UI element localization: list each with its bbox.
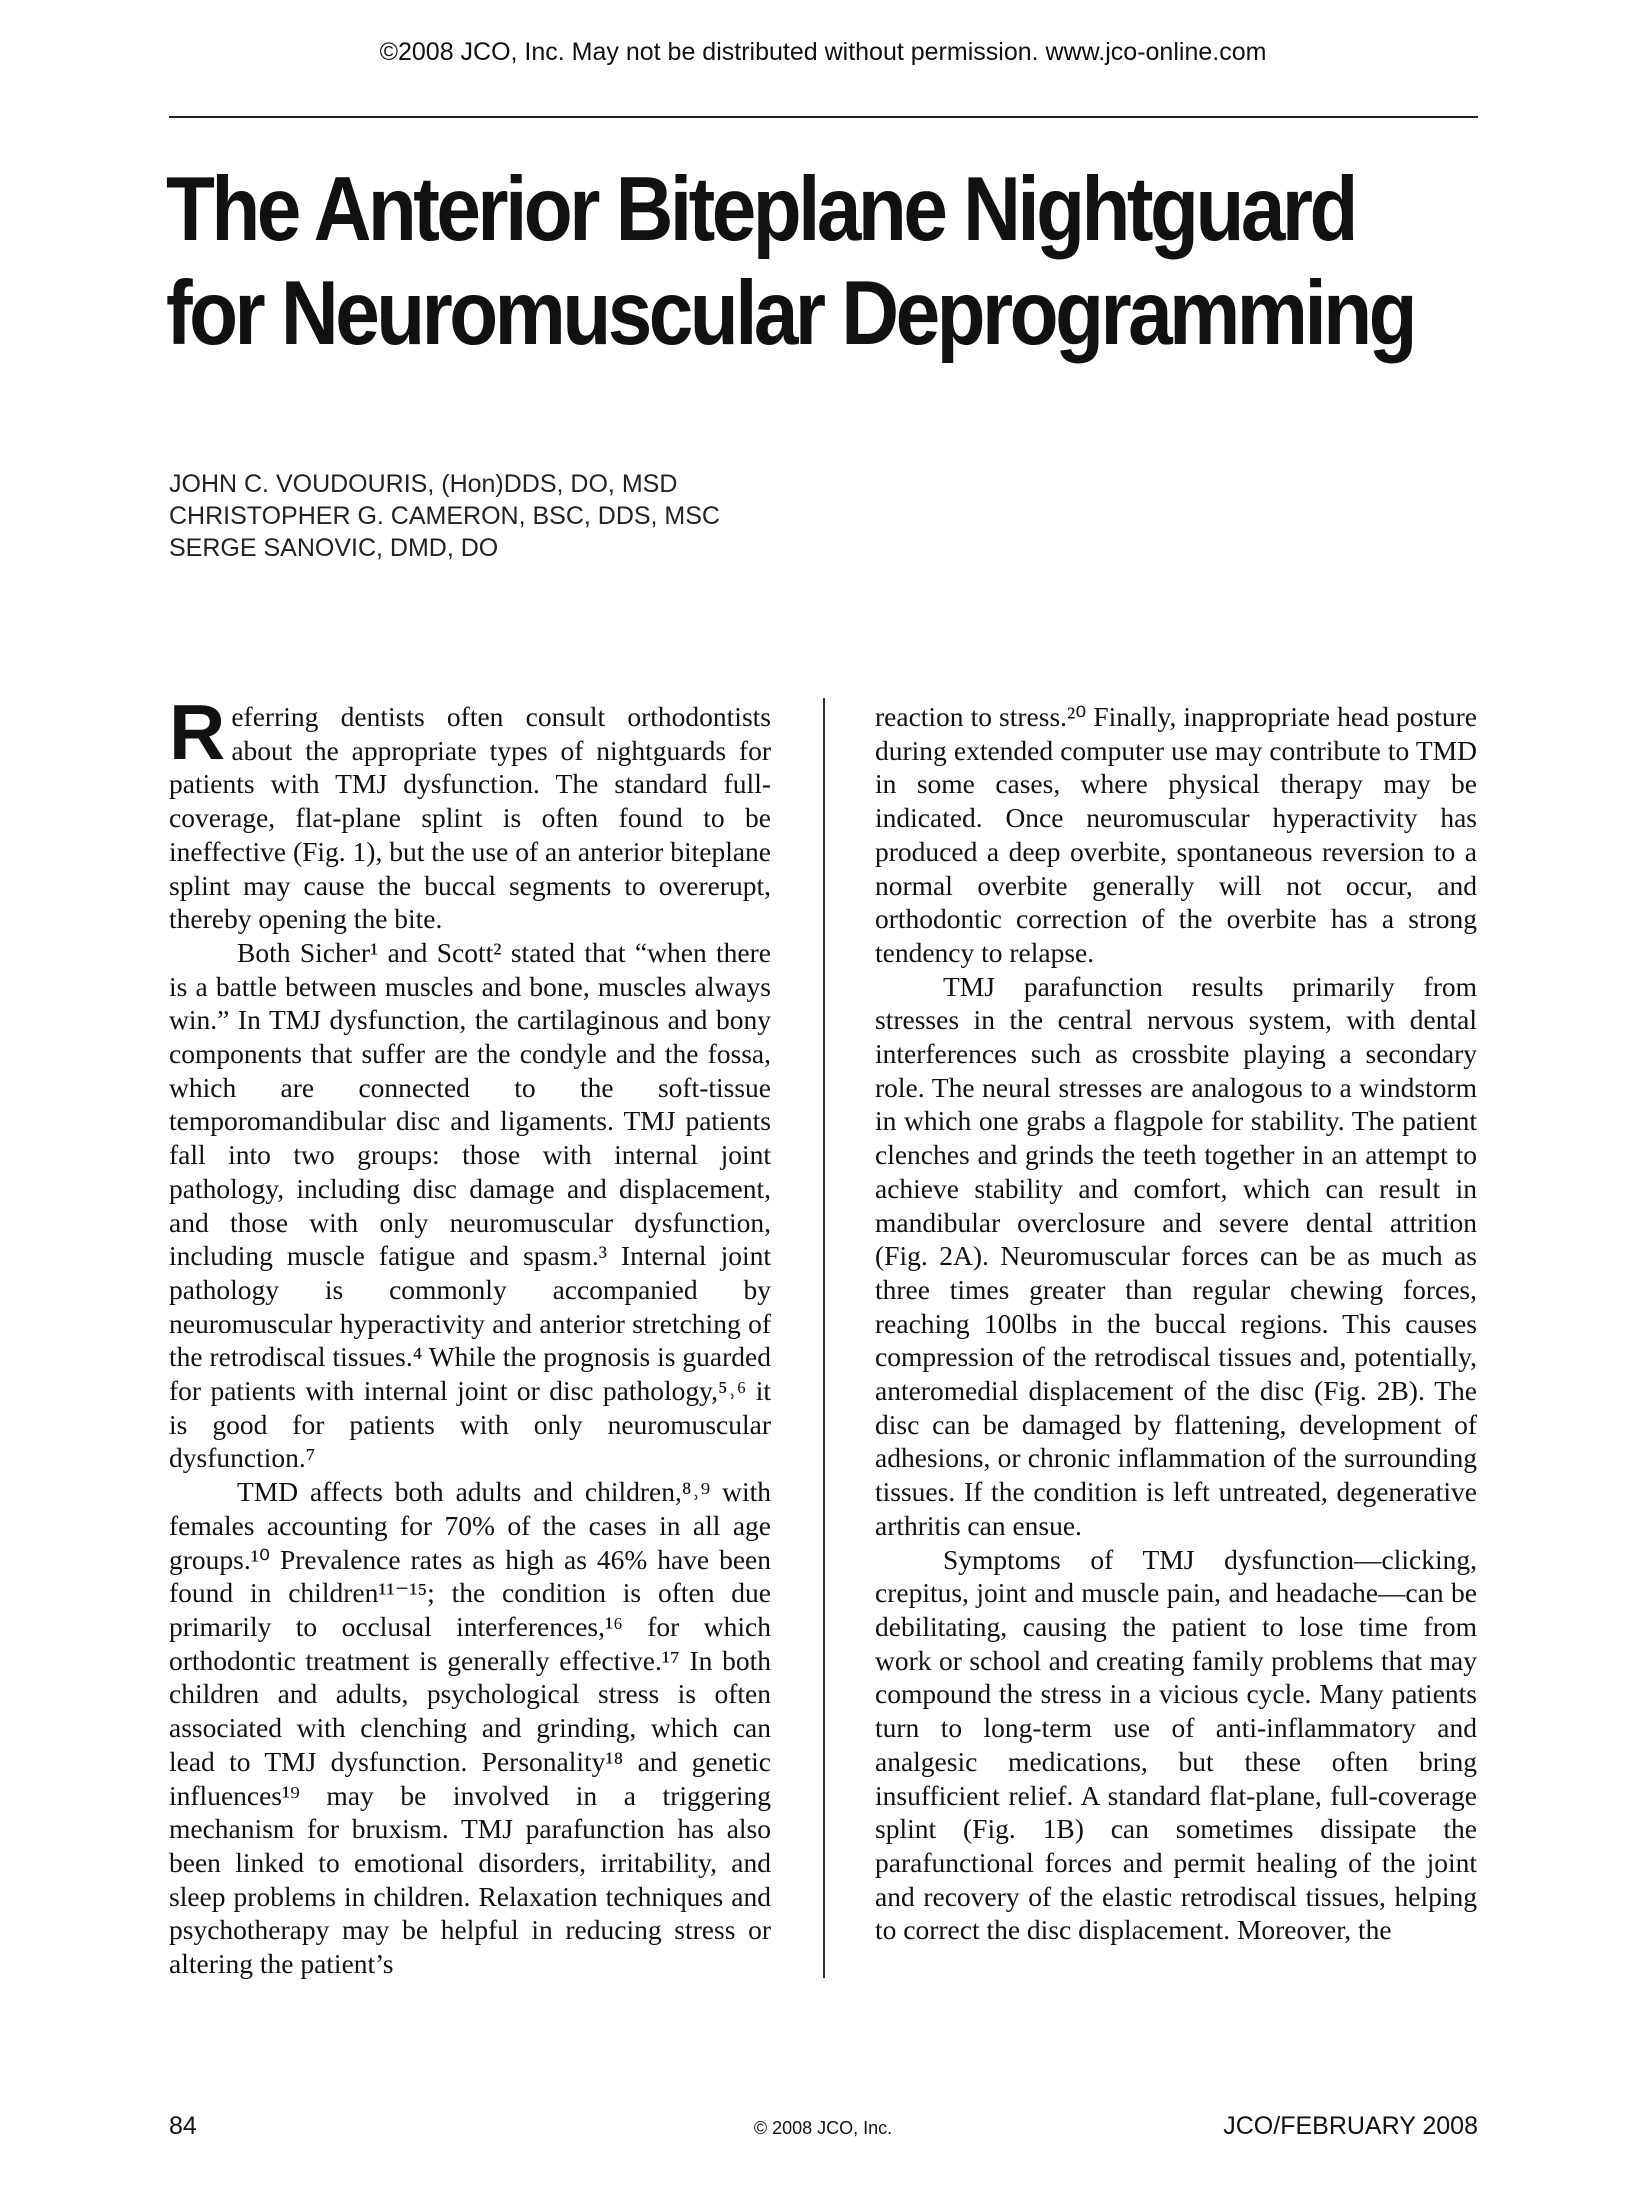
footer-copyright: © 2008 JCO, Inc. [753,2118,893,2138]
paragraph-1 [169,688,771,936]
page-number: 84 [169,2112,197,2140]
article-title-line-1: The Anterior Biteplane Nightguard [166,159,1355,260]
author-1: JOHN C. VOUDOURIS, (Hon)DDS, DO, MSD [169,470,678,498]
paragraph-1-text: eferring dentists often consult orthodontists about the appropriate types of nightguards for patients with TMJ dysfunction. The standard full-coverage, flat-plane splint is often found to be ineffective (Fig. 1), but the use of an anterior biteplane splint may cause the buccal segments to overerupt, thereby opening the bite. [169,701,771,935]
header-rule [169,116,1478,118]
paragraph-5: TMJ parafunction results primarily from stresses in the central nervous system, with dental interferences such as crossbite playing a secondary role. The neural stresses are analogous to a windstorm in which one grabs a flagpole for stability. The patient clenches and grinds the teeth together in an attempt to achieve stability and comfort, which can result in mandibular overclosure and severe dental attrition (Fig. 2A). Neuromuscular forces can be as much as three times greater than regular chewing forces, reaching 100lbs in the buccal regions. This causes compression of the retrodiscal tissues and, potentially, anteromedial displacement of the disc (Fig. 2B). The disc can be damaged by flattening, development of adhesions, or chronic inflammation of the surrounding tissues. If the condition is left untreated, degenerative arthritis can ensue. [875,970,1477,1541]
paragraph-2: Both Sicher¹ and Scott² stated that “when there is a battle between muscles and bone, muscles always win.” In TMJ dysfunction, the cartilaginous and bony components that suffer are the condyle and the fossa, which are connected to the soft-tissue temporomandibular disc and ligaments. TMJ patients fall into two groups: those with internal joint pathology, including disc damage and displacement, and those with only neuromuscular dysfunction, including muscle fatigue and spasm.³ Internal joint pathology is commonly accompanied by neuromuscular hyperactivity and anterior stretching of the retrodiscal tissues.⁴ While the prognosis is guarded for patients with internal joint or disc pathology,⁵˒⁶ it is good for patients with only neuromuscular dysfunction.⁷ [169,936,771,1474]
paragraph-3: TMD affects both adults and children,⁸˒⁹ with females accounting for 70% of the cases in all age groups.¹⁰ Prevalence rates as high as 46% have been found in children¹¹⁻¹⁵; the condition is often due primarily to occlusal interferences,¹⁶ for which orthodontic treatment is generally effective.¹⁷ In both children and adults, psychological stress is often associated with clenching and grinding, which can lead to TMJ dysfunction. Personality¹⁸ and genetic influences¹⁹ may be involved in a triggering mechanism for bruxism. TMJ parafunction has also been linked to emotional disorders, irritability, and sleep problems in children. Relaxation techniques and psychotherapy may be helpful in reducing stress or altering the patient’s [169,1476,771,1980]
paragraph-4: reaction to stress.²⁰ Finally, inappropriate head posture during extended computer use may contribute to TMD in some cases, where physical therapy may be indicated. Once neuromuscular hyperactivity has produced a deep overbite, spontaneous reversion to a normal overbite generally will not occur, and orthodontic correction of the overbite has a strong tendency to relapse. [875,701,1477,968]
left-column [169,688,771,1981]
article-title [166,158,1415,366]
author-2: CHRISTOPHER G. CAMERON, BSC, DDS, MSC [169,502,720,530]
article-title-line-2: for Neuromuscular Deprogramming [166,263,1415,364]
author-list [169,468,720,564]
journal-issue: JCO/FEBRUARY 2008 [1223,2112,1478,2140]
author-3: SERGE SANOVIC, DMD, DO [169,534,499,562]
column-divider [823,698,825,1978]
paragraph-6: Symptoms of TMJ dysfunction—clicking, crepitus, joint and muscle pain, and headache—can be debilitating, causing the patient to lose time from work or school and creating family problems that may compound the stress in a vicious cycle. Many patients turn to long-term use of anti-inflammatory and analgesic medications, but these often bring insufficient relief. A standard flat-plane, full-coverage splint (Fig. 1B) can sometimes dissipate the parafunctional forces and permit healing of the joint and recovery of the elastic retrodiscal tissues, helping to correct the disc displacement. Moreover, the [875,1543,1477,1946]
drop-cap: R [169,688,226,776]
copyright-notice: ©2008 JCO, Inc. May not be distributed without permission. www.jco-online.com [379,38,1267,66]
right-column [875,700,1477,1947]
